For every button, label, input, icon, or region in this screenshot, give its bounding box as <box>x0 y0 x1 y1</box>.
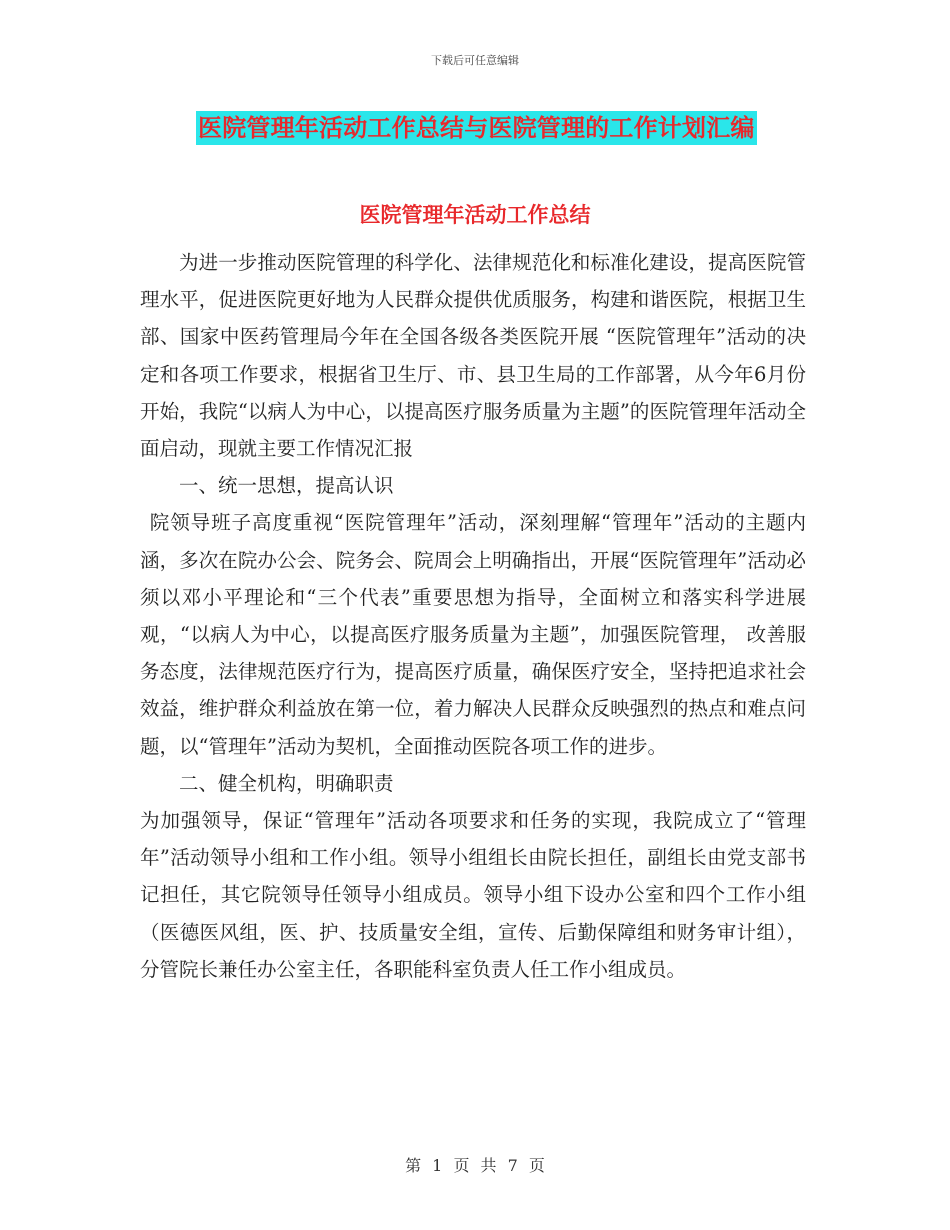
section-heading-1: 一、统一思想，提高认识 <box>179 474 394 498</box>
document-body <box>140 244 806 988</box>
section-title: 医院管理年活动工作总结 <box>359 202 591 227</box>
section-heading-2: 二、健全机构，明确职责 <box>179 771 394 795</box>
paragraph-intro: 为进一步推动医院管理的科学化、法律规范化和标准化建设，提高医院管理水平，促进医院更好地为人民群众提供优质服务，构建和谐医院，根据卫生部、国家中医药管理局今年在全国各级各类医院开展 “医院管理年”活动的决定和各项工作要求，根据省卫生厅、市、县卫生局的工作部署，从今年6月份开始，我院“以病人为中心，以提高医疗服务质量为主题”的医院管理年活动全面启动，现就主要工作情况汇报 <box>140 251 806 461</box>
page-number-footer: 第 1 页 共 7 页 <box>405 1156 545 1175</box>
paragraph-section-2: 为加强领导，保证“管理年”活动各项要求和任务的实现，我院成立了“管理年”活动领导小组和工作小组。领导小组组长由院长担任，副组长由党支部书记担任，其它院领导任领导小组成员。领导小组下设办公室和四个工作小组（医德医风组，医、护、技质量安全组，宣传、后勤保障组和财务审计组），分管院长兼任办公室主任，各职能科室负责人任工作小组成员。 <box>140 809 806 981</box>
page-header-note: 下载后可任意编辑 <box>431 54 519 67</box>
paragraph-section-1: 院领导班子高度重视“医院管理年”活动，深刻理解“管理年”活动的主题内涵，多次在院办公会、院务会、院周会上明确指出，开展“医院管理年”活动必须以邓小平理论和“三个代表”重要思想为指导，全面树立和落实科学进展观，“以病人为中心，以提高医疗服务质量为主题”，加强医院管理， 改善服务态度，法律规范医疗行为，提高医疗质量，确保医疗安全，坚持把追求社会效益，维护群众利益放在第一位，着力解决人民群众反映强烈的热点和难点问题，以“管理年”活动为契机，全面推动医院各项工作的进步。 <box>140 511 806 758</box>
document-main-title: 医院管理年活动工作总结与医院管理的工作计划汇编 <box>196 111 757 145</box>
